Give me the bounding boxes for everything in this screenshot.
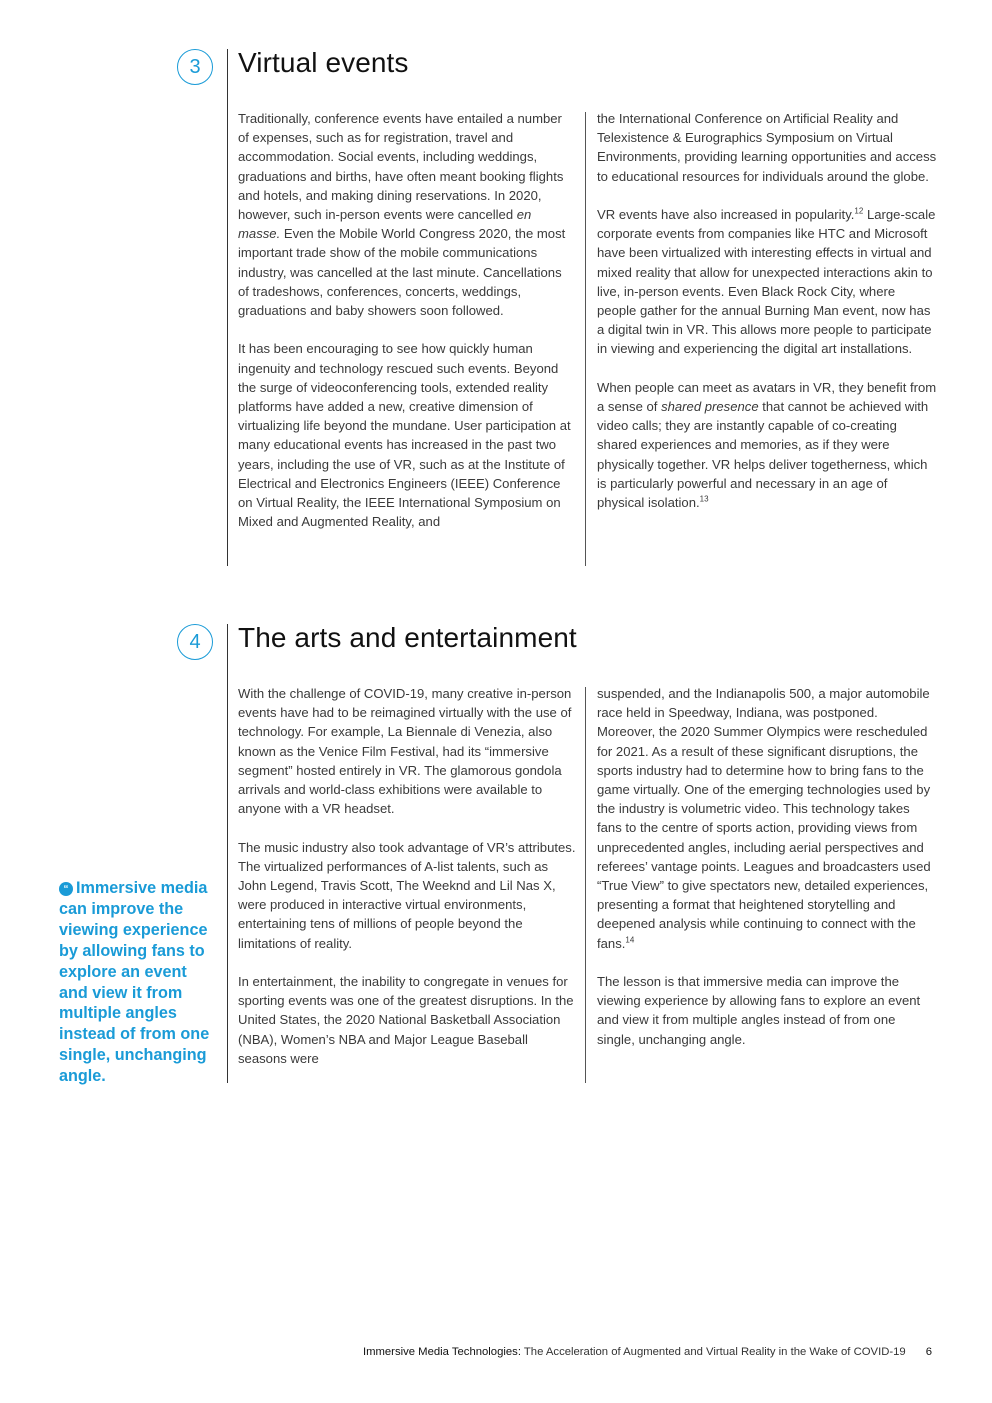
footnote-ref: 13 (699, 494, 709, 504)
paragraph: The lesson is that immersive media can improve the viewing experience by allowing fans to explore an event and view it from multiple angles instead of from one single, unchanging angle. (597, 974, 921, 1047)
section-3-number: 3 (177, 49, 213, 85)
page-number: 6 (925, 1346, 932, 1358)
section-4-number: 4 (177, 624, 213, 660)
footer-title-strong: Immersive Media Technologies: (362, 1346, 521, 1358)
paragraph: The music industry also took advantage of VR’s attributes. The virtualized performances of A-list talents, such as John Legend, Travis Scott, The Weeknd and Lil Nas X, were produced in interactive virtual environments, entertaining tens of millions of people beyond the limitations of reality. (238, 839, 576, 951)
paragraph: In entertainment, the inability to congregate in venues for sporting events was one of the greatest disruptions. In the United States, the 2020 National Basketball Association (NBA), Women’s NBA and Major League Baseball seasons were (238, 974, 574, 1066)
section-4-title: The arts and entertainment (238, 622, 577, 653)
paragraph: It has been encouraging to see how quickly human ingenuity and technology rescued such events. Beyond the surge of videoconferencing tools, extended reality platforms have added a new, creative dimension of virtualizing life beyond the mundane. User participation at many educational events has increased in the past two years, including the use of VR, such as at the Institute of Electrical and Electronics Engineers (IEEE) Conference on Virtual Reality, the IEEE International Symposium on Mixed and Augmented Reality, and (238, 341, 571, 530)
section-4-column-divider (585, 687, 586, 1083)
page-footer (363, 1346, 932, 1358)
section-3-column-1 (238, 109, 574, 531)
paragraph: With the challenge of COVID-19, many creative in-person events have had to be reimagined virtually with the use of technology. For example, La Biennale di Venezia, also known as the Venice Film Festival, had its “immersive segment” hosted entirely in VR. The glamorous gondola arrivals and world-class exhibitions were available to anyone with a VR headset. (238, 686, 572, 817)
section-3-column-2 (597, 109, 937, 512)
paragraph: the International Conference on Artificial Reality and Telexistence & Eurographics Symposium on Virtual Environments, providing learning opportunities and access to educational resources for individuals around the globe. (597, 111, 937, 184)
paragraph: VR events have also increased in popularity.$^{12}$ Large-scale corporate events from companies like HTC and Microsoft have been virtualized with interesting effects in virtual and mixed reality that allow for unexpected interactions akin to live, in-person events. Even Black Rock City, where people gather for the annual Burning Man event, now has a digital twin in VR. This allows more people to participate in viewing and experiencing the digital art installations. (597, 206, 936, 357)
paragraph: suspended, and the Indianapolis 500, a major automobile race held in Speedway, Indiana, was postponed. Moreover, the 2020 Summer Olympics were rescheduled for 2021. As a result of these significant disruptions, the sports industry had to determine how to bring fans to the game virtually. One of the emerging technologies used by the industry is volumetric video. This technology takes fans to the centre of sports action, providing views from unprecedented angles, including aerial perspectives and referees’ vantage points. Leagues and broadcasters used “True View” to give spectators new, detailed experiences, presenting a format that heightened storytelling and deepened analysis while continuing to connect with the fans.$^{14}$ (597, 686, 931, 951)
paragraph: When people can meet as avatars in VR, they benefit from a sense of shared presence that cannot be achieved with video calls; they are instantly capable of co-creating shared experiences and memories, as if they were physically together. VR helps deliver togetherness, which is particularly powerful and necessary in an age of physical isolation.$^{13}$ (597, 379, 937, 511)
quote-icon: “ (59, 882, 73, 896)
pull-quote (59, 878, 219, 1087)
footnote-ref: 14 (625, 935, 635, 945)
section-4-heading-rule (227, 624, 228, 1083)
paragraph: Traditionally, conference events have entailed a number of expenses, such as for registration, travel and accommodation. Social events, including weddings, graduations and births, have often meant booking flights and hotels, and making dining reservations. In 2020, however, such in-person events were cancelled en masse. Even the Mobile World Congress 2020, the most important trade show of the mobile communications industry, was cancelled at the last minute. Cancellations of tradeshows, conferences, concerts, weddings, graduations and baby showers soon followed. (238, 111, 566, 319)
section-3-heading-rule (227, 49, 228, 566)
footer-title-rest: The Acceleration of Augmented and Virtual Reality in the Wake of COVID-19 (520, 1346, 906, 1358)
section-3-column-divider (585, 112, 586, 566)
pull-quote-text: Immersive media can improve the viewing experience by allowing fans to explore an event and view it from multiple angles instead of from one single, unchanging angle. (59, 879, 210, 1086)
footnote-ref: 12 (854, 206, 864, 216)
section-4-column-2 (597, 684, 931, 1049)
section-3-title: Virtual events (238, 47, 409, 78)
section-4-column-1 (238, 684, 576, 1068)
